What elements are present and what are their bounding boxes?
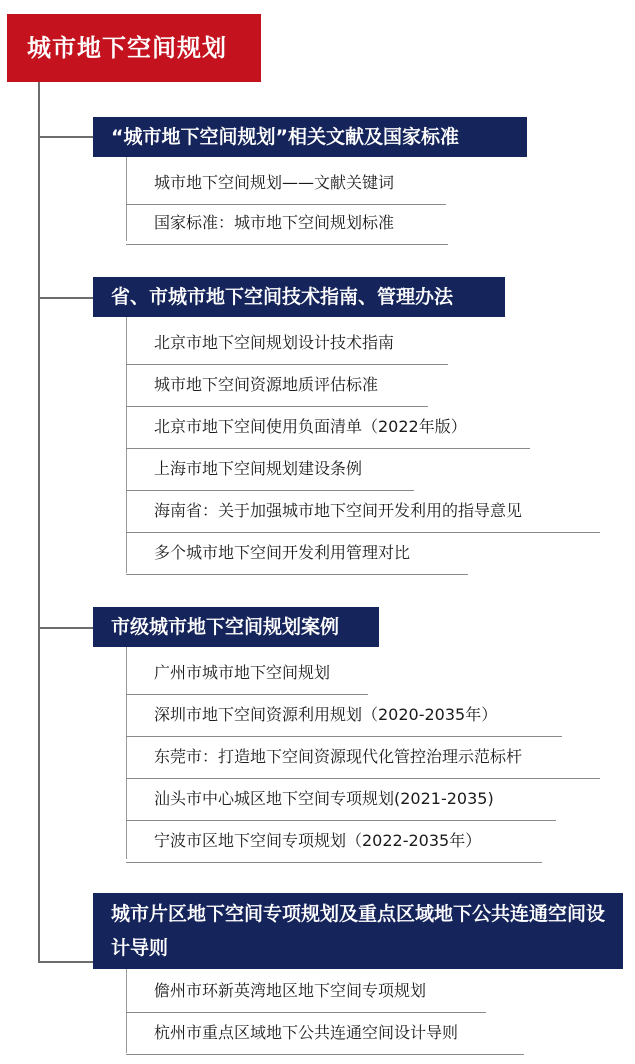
section-3-item-2: 深圳市地下空间资源利用规划（2020-2035年）: [126, 697, 562, 737]
section-1-item-2: 国家标准：城市地下空间规划标准: [126, 205, 448, 245]
section-1-item-1: 城市地下空间规划——文献关键词: [126, 165, 446, 205]
section-1-header: “城市地下空间规划”相关文献及国家标准: [93, 117, 527, 157]
tree-spine: [38, 82, 40, 962]
section-2-item-1: 北京市地下空间规划设计技术指南: [126, 325, 448, 365]
section-2-item-3: 北京市地下空间使用负面清单（2022年版）: [126, 409, 530, 449]
section-4-item-1: 儋州市环新英湾地区地下空间专项规划: [126, 973, 486, 1013]
section-3-connector: [38, 627, 93, 629]
section-2-item-6: 多个城市地下空间开发利用管理对比: [126, 535, 468, 575]
section-3-item-3: 东莞市：打造地下空间资源现代化管控治理示范标杆: [126, 739, 600, 779]
section-2-item-2: 城市地下空间资源地质评估标准: [126, 367, 428, 407]
section-2-item-4: 上海市地下空间规划建设条例: [126, 451, 414, 491]
section-1-connector: [38, 136, 93, 138]
section-3-item-1: 广州市城市地下空间规划: [126, 655, 368, 695]
section-3-header: 市级城市地下空间规划案例: [93, 607, 379, 647]
section-3-item-5: 宁波市区地下空间专项规划（2022-2035年）: [126, 823, 542, 863]
root-title: 城市地下空间规划: [7, 14, 261, 82]
section-2-header: 省、市城市地下空间技术指南、管理办法: [93, 277, 505, 317]
section-4-header: 城市片区地下空间专项规划及重点区域地下公共连通空间设计导则: [93, 893, 623, 969]
section-2-connector: [38, 297, 93, 299]
section-4-connector: [38, 961, 93, 963]
section-3-item-4: 汕头市中心城区地下空间专项规划(2021-2035): [126, 781, 556, 821]
section-2-item-5: 海南省：关于加强城市地下空间开发利用的指导意见: [126, 493, 600, 533]
section-4-item-2: 杭州市重点区域地下公共连通空间设计导则: [126, 1015, 524, 1055]
